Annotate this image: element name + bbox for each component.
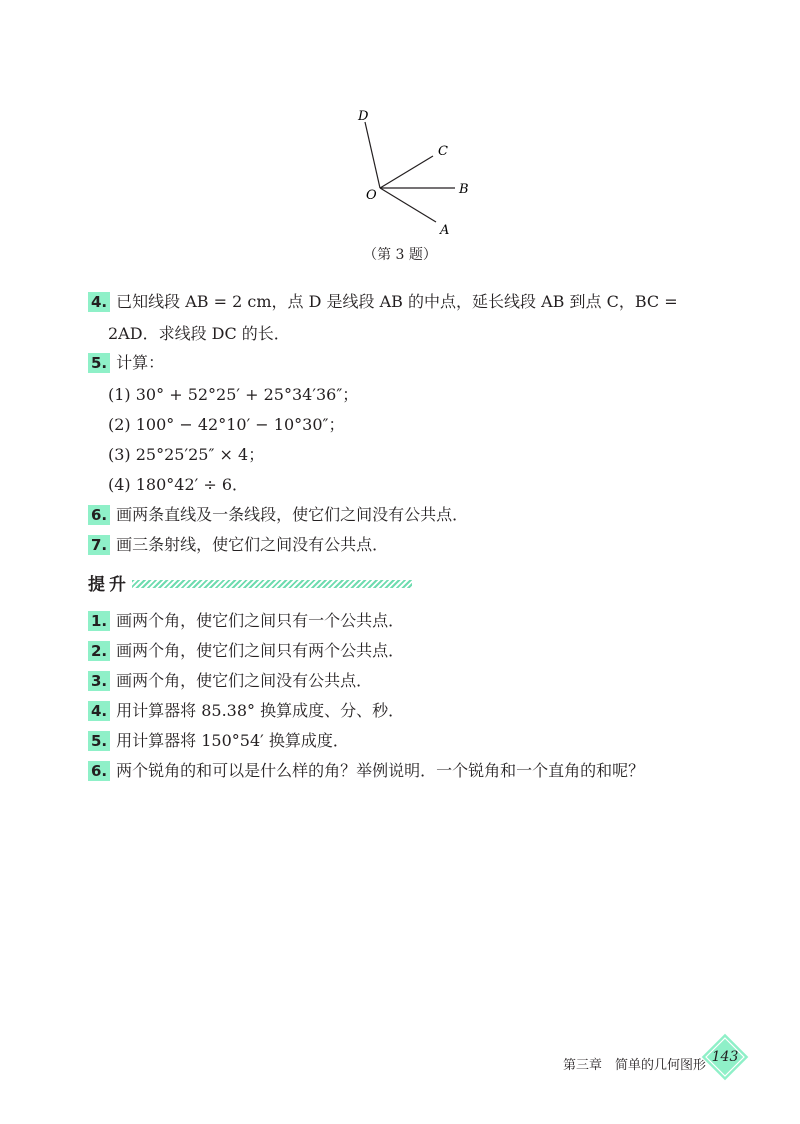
advanced-question-1 [88,610,404,632]
label-c: C [438,144,448,159]
ray-od [365,122,380,188]
ray-oa [380,188,436,222]
question-text: 用计算器将 85.38° 换算成度、分、秒． [116,701,405,720]
question-number: 3. [88,671,110,691]
ray-oc [380,156,433,188]
question-text: 计算： [116,353,165,372]
question-number: 5. [88,353,110,373]
question-number: 5. [88,731,110,751]
question-text: 画两条直线及一条线段，使它们之间没有公共点． [116,505,469,524]
question-number: 6. [88,505,110,525]
question-5 [88,352,164,374]
question-6 [88,504,468,526]
calc-item-3: (3) 25°25′25″ × 4； [108,445,265,464]
page-number: 143 [711,1049,739,1065]
label-b: B [459,182,469,197]
section-heading [88,570,412,595]
calc-item-4: (4) 180°42′ ÷ 6． [108,475,249,494]
question-number: 4. [88,701,110,721]
question-number: 4. [88,292,110,312]
question-text: 用计算器将 150°54′ 换算成度． [116,731,349,750]
question-4-continued: 2AD．求线段 DC 的长． [108,324,290,343]
question-text: 画两个角，使它们之间没有公共点． [116,671,373,690]
question-text: 两个锐角的和可以是什么样的角？举例说明．一个锐角和一个直角的和呢？ [116,761,645,780]
label-o: O [366,188,377,203]
advanced-question-6 [88,760,644,782]
question-7 [88,534,388,556]
label-d: D [358,109,369,124]
question-text: 已知线段 AB = 2 cm，点 D 是线段 AB 的中点，延长线段 AB 到点 C，BC = [116,292,678,311]
page-number-badge [700,1032,750,1082]
question-text: 画两个角，使它们之间只有两个公共点． [116,641,405,660]
question-number: 1. [88,611,110,631]
angle-figure [330,100,490,240]
chapter-footer: 第三章 简单的几何图形 [562,1058,706,1073]
question-text: 画两个角，使它们之间只有一个公共点． [116,611,405,630]
advanced-question-4 [88,700,404,722]
figure-caption: （第 3 题） [363,247,437,263]
question-text: 画三条射线，使它们之间没有公共点． [116,535,389,554]
question-4 [88,291,678,313]
angle-figure-svg [330,100,490,240]
question-number: 2. [88,641,110,661]
section-title: 提升 [88,575,130,595]
calc-item-2: (2) 100° − 42°10′ − 10°30″； [108,415,345,434]
calc-item-1: (1) 30° + 52°25′ + 25°34′36″； [108,385,359,404]
question-number: 6. [88,761,110,781]
advanced-question-5 [88,730,349,752]
question-number: 7. [88,535,110,555]
advanced-question-3 [88,670,372,692]
section-decoration [132,580,412,588]
label-a: A [440,223,450,238]
advanced-question-2 [88,640,404,662]
